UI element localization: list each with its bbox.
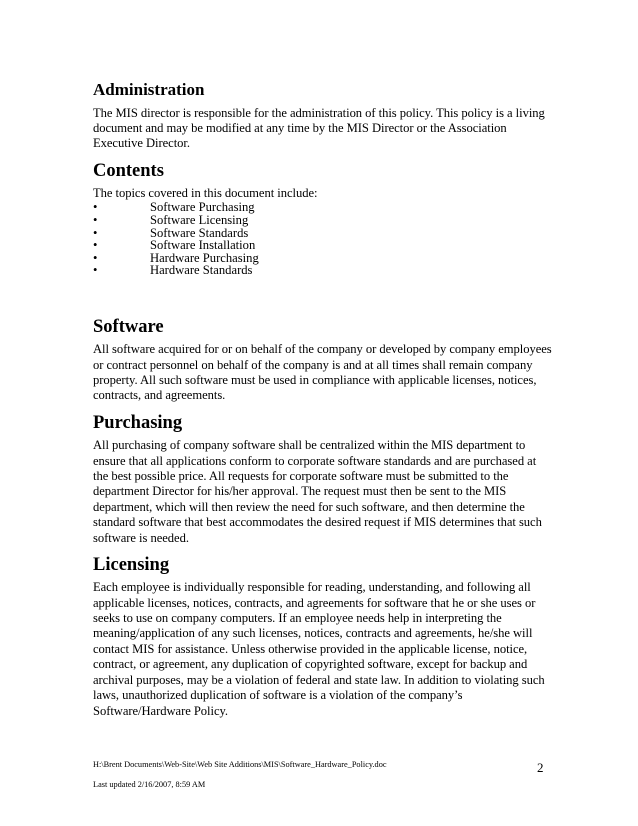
- contents-heading: Contents: [93, 160, 164, 181]
- purchasing-body: All purchasing of company software shall be centralized within the MIS department to ensure that all applications conform to corporate software standards and are purchased at the best possible price. All requests for corporate software must be submitted to the department Director for his/her approval. The request must then be sent to the MIS department, which will then review the need for such software, and then determine the standard software that best accommodates the desired request if MIS determines that such software is needed.: [93, 438, 542, 545]
- administration-body: The MIS director is responsible for the administration of this policy. This policy is a living document and may be modified at any time by the MIS Director or the Association Executive Director.: [93, 105, 545, 151]
- software-heading: Software: [93, 317, 164, 337]
- bullet-icon: •: [93, 250, 98, 265]
- software-body: All software acquired for or on behalf of the company or developed by company employees or contract personnel on behalf of the company is and at all times shall remain company property. All such software must be used in compliance with applicable licenses, notices, contracts, and agreements.: [93, 342, 552, 403]
- list-item-label: Hardware Purchasing: [150, 250, 259, 265]
- contents-list: [93, 201, 553, 277]
- footer-file-path: H:\Brent Documents\Web-Site\Web Site Additions\MIS\Software_Hardware_Policy.doc: [93, 760, 387, 769]
- purchasing-section: [93, 413, 553, 546]
- licensing-section: [93, 555, 553, 719]
- section-spacer: [93, 286, 553, 317]
- bullet-icon: •: [93, 213, 98, 228]
- contents-intro: The topics covered in this document include:: [93, 186, 318, 201]
- list-item-label: Hardware Standards: [150, 263, 253, 278]
- software-section: [93, 317, 553, 404]
- list-item: [93, 264, 553, 277]
- bullet-icon: •: [93, 200, 98, 215]
- contents-section: [93, 161, 553, 277]
- administration-heading: Administration: [93, 80, 205, 99]
- bullet-icon: •: [93, 225, 98, 240]
- page-number: 2: [537, 760, 544, 775]
- licensing-heading: Licensing: [93, 555, 170, 575]
- list-item-label: Software Purchasing: [150, 200, 255, 215]
- list-item-label: Software Installation: [150, 238, 256, 253]
- list-item-label: Software Standards: [150, 225, 249, 240]
- licensing-body: Each employee is individually responsible for reading, understanding, and following all applicable licenses, notices, contracts, and agreements for software that he or she uses or seeks to use on company computers. If an employee needs help in interpreting the meaning/application of any such licenses, notices, contracts and agreements, he/she will contact MIS for assistance. Unless otherwise provided in the applicable license, notice, contract, or agreement, any duplication of copyrighted software, except for backup and archival purposes, may be a violation of federal and state law. In addition to violating such laws, unauthorized duplication of software is a violation of the company’s Software/Hardware Policy.: [93, 580, 545, 718]
- bullet-icon: •: [93, 263, 98, 278]
- list-item-label: Software Licensing: [150, 213, 249, 228]
- footer-last-updated: Last updated 2/16/2007, 8:59 AM: [93, 780, 206, 789]
- bullet-icon: •: [93, 238, 98, 253]
- purchasing-heading: Purchasing: [93, 412, 183, 433]
- administration-section: [93, 80, 553, 152]
- document-page: [93, 80, 553, 728]
